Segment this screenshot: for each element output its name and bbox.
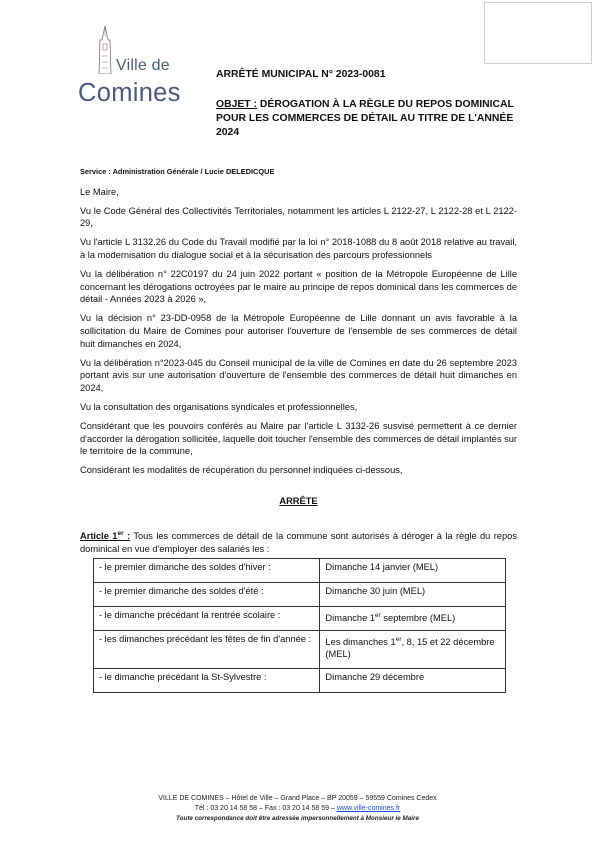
stamp-box xyxy=(484,2,592,64)
table-cell-occasion: - les dimanches précédant les fêtes de fin d'année : xyxy=(94,631,320,669)
paragraph: Vu la délibération n° 22C0197 du 24 juin 2022 portant « position de la Métropole Européenne de Lille concernant les dérogations octroyées par le maire au principe de repos dominical dans les commerces de détail - Années 2023 à 2026 », xyxy=(80,268,517,305)
table-cell-date: Dimanche 14 janvier (MEL) xyxy=(320,559,506,583)
table-cell-occasion: - le premier dimanche des soldes d'été : xyxy=(94,583,320,607)
table-row xyxy=(94,669,506,693)
paragraph: Considérant que les pouvoirs conférés au Maire par l'article L 3132-26 susvisé permettent à ce dernier d'accorder la dérogation sollicitée, laquelle doit toucher l'ensemble des commerces de détail implantés sur le territoire de la commune, xyxy=(80,420,517,457)
footer-address: VILLE DE COMINES – Hôtel de Ville – Grand Place – BP 20059 – 59559 Comines Cedex xyxy=(158,795,437,802)
table-cell-date xyxy=(320,607,506,631)
date-text: Dimanche 1 xyxy=(325,613,376,624)
table-cell-occasion: - le premier dimanche des soldes d'hiver : xyxy=(94,559,320,583)
document-body xyxy=(80,166,517,693)
paragraph: Vu la délibération n°2023-045 du Conseil municipal de la ville de Comines en date du 26 septembre 2023 portant avis sur une autorisation d'ouverture de l'ensemble des commerces de détail huit dimanches en 2024, xyxy=(80,357,517,394)
article-1-label-sup: er xyxy=(117,529,124,537)
table-cell-date xyxy=(320,631,506,669)
page-footer xyxy=(100,794,495,824)
paragraph: Le Maire, xyxy=(80,186,119,197)
article-1 xyxy=(80,528,517,556)
table-row xyxy=(94,631,506,669)
table-cell-occasion: - le dimanche précédant la St-Sylvestre : xyxy=(94,669,320,693)
paragraph: Considérant les modalités de récupération du personnel indiquées ci-dessous, xyxy=(80,465,403,476)
document-header xyxy=(216,68,516,140)
table-row xyxy=(94,607,506,631)
table-cell-date: Dimanche 30 juin (MEL) xyxy=(320,583,506,607)
sunday-dates-table xyxy=(93,558,506,693)
service-line: Service : Administration Générale / Lucie DELEDICQUE xyxy=(80,167,275,176)
logo-ville-text: Ville de xyxy=(116,57,170,74)
date-sup: er xyxy=(395,636,402,644)
footer-phone-fax: Tél : 03 20 14 58 58 – Fax : 03 20 14 58 59 – xyxy=(194,805,337,812)
footer-contact xyxy=(100,804,495,814)
table-row xyxy=(94,559,506,583)
paragraph: Vu le Code Général des Collectivités Territoriales, notamment les articles L 2122-27, L 2122-28 et L 2122-29, xyxy=(80,205,517,229)
table-row xyxy=(94,583,506,607)
arrete-number: ARRÊTÉ MUNICIPAL N° 2023-0081 xyxy=(216,69,386,80)
article-1-text: Tous les commerces de détail de la commune sont autorisés à déroger à la règle du repos dominical en vue d'employer des salariés les : xyxy=(80,530,517,554)
logo-comines-text: Comines xyxy=(78,79,181,107)
website-link[interactable]: www.ville-comines.fr xyxy=(336,805,401,812)
paragraph: Vu la décision n° 23-DD-0958 de la Métropole Européenne de Lille donnant un avis favorable à la sollicitation du Maire de Comines pour autoriser l'ouverture de l'ensemble de ses commerces de détail huit dimanches en 2024, xyxy=(80,313,517,349)
paragraph: Vu la consultation des organisations syndicales et professionnelles, xyxy=(80,401,358,412)
arrete-title: ARRÊTE xyxy=(279,495,318,506)
city-logo xyxy=(78,26,198,116)
footer-notice: Toute correspondance doit être adressée impersonnellement à Monsieur le Maire xyxy=(176,815,419,822)
objet-text: DÉROGATION À LA RÈGLE DU REPOS DOMINICAL POUR LES COMMERCES DE DÉTAIL AU TITRE DE L'ANNÉE 2024 xyxy=(216,99,514,138)
table-cell-occasion: - le dimanche précédant la rentrée scolaire : xyxy=(94,607,320,631)
article-1-label-colon: : xyxy=(123,530,131,541)
date-text-rest: , 8, 15 et 22 décembre (MEL) xyxy=(325,637,495,660)
paragraph: Vu l'article L 3132.26 du Code du Travail modifié par la loi n° 2018-1088 du 8 août 2018 relative au travail, à la modernisation du dialogue social et à la sécurisation des parcours professionnels xyxy=(80,237,517,260)
article-1-label xyxy=(80,531,130,541)
date-text: Les dimanches 1 xyxy=(325,637,396,648)
objet-heading xyxy=(216,98,516,140)
objet-label: OBJET : xyxy=(216,99,257,110)
date-text-rest: septembre (MEL) xyxy=(380,613,456,624)
table-cell-date: Dimanche 29 décembre xyxy=(320,669,506,693)
date-sup: er xyxy=(375,612,381,620)
article-1-label-text: Article 1 xyxy=(80,530,118,541)
